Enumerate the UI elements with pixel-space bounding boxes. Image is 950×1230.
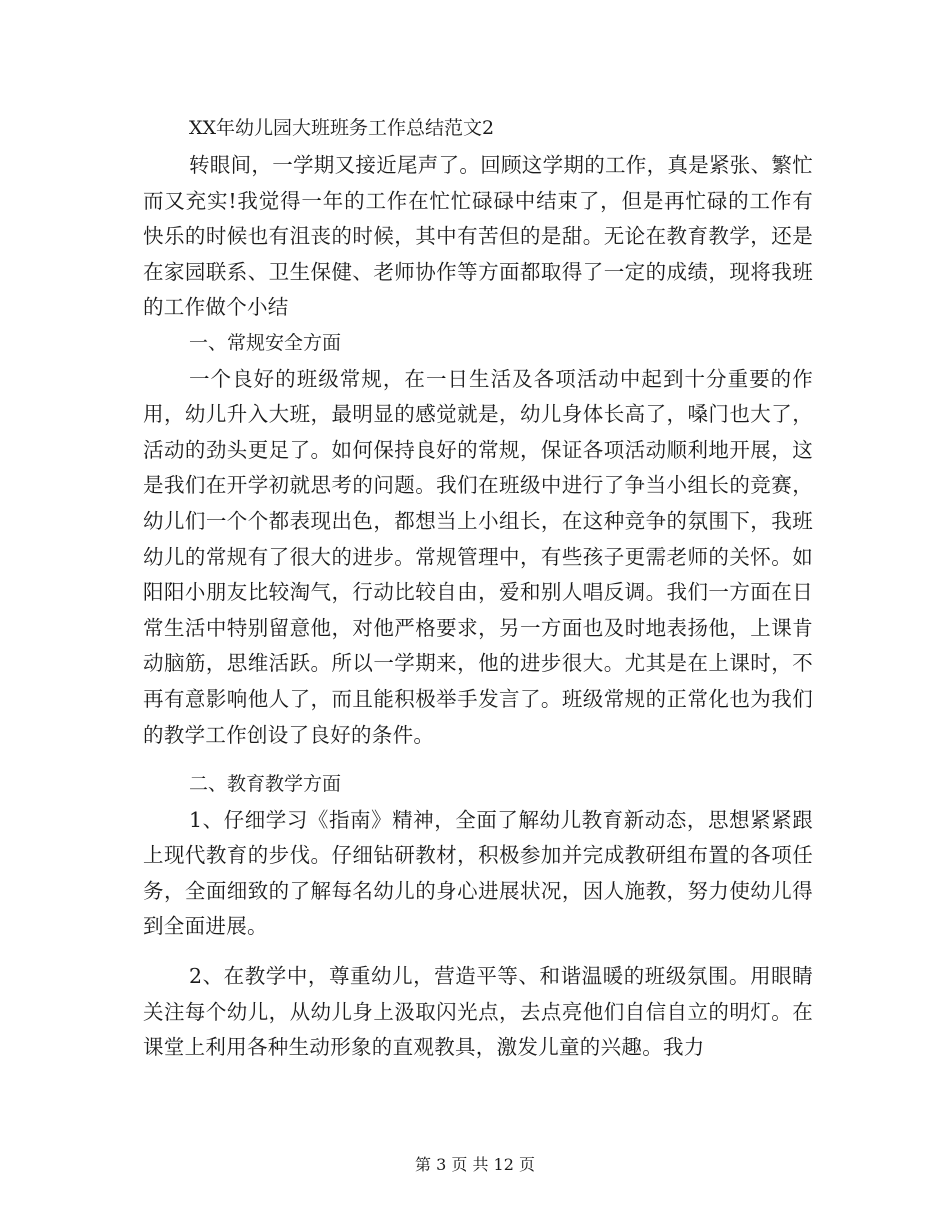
routine-safety-paragraph: 一个良好的班级常规，在一日生活及各项活动中起到十分重要的作用，幼儿升入大班，最明显的感觉就是，幼儿身体长高了，嗓门也大了，活动的劲头更足了。如何保持良好的常规，保证各项活动顺利地开展，这是我们在开学初就思考的问题。我们在班级中进行了争当小组长的竞赛，幼儿们一个个都表现出色，都想当上小组长，在这种竞争的氛围下，我班幼儿的常规有了很大的进步。常规管理中，有些孩子更需老师的关怀。如阳阳小朋友比较淘气，行动比较自由，爱和别人唱反调。我们一方面在日常生活中特别留意他，对他严格要求，另一方面也及时地表扬他，上课肯动脑筋，思维活跃。所以一学期来，他的进步很大。尤其是在上课时，不再有意影响他人了，而且能积极举手发言了。班级常规的正常化也为我们的教学工作创设了良好的条件。 [143, 366, 813, 747]
document-title: XX年幼儿园大班班务工作总结范文2 [189, 117, 495, 139]
section-heading-education-teaching: 二、教育教学方面 [189, 773, 342, 796]
section-heading-routine-safety: 一、常规安全方面 [189, 331, 342, 354]
education-item-2-paragraph: 2、在教学中，尊重幼儿，营造平等、和谐温暖的班级氛围。用眼睛关注每个幼儿，从幼儿身上汲取闪光点，去点亮他们自信自立的明灯。在课堂上利用各种生动形象的直观教具，激发儿童的兴趣。我力 [143, 964, 813, 1060]
page-number-footer: 第 3 页 共 12 页 [415, 1155, 535, 1174]
document-body [143, 112, 813, 1066]
intro-paragraph: 转眼间，一学期又接近尾声了。回顾这学期的工作，真是紧张、繁忙而又充实!我觉得一年的工作在忙忙碌碌中结束了，但是再忙碌的工作有快乐的时候也有沮丧的时候，其中有苦但的是甜。无论在教育教学，还是在家园联系、卫生保健、老师协作等方面都取得了一定的成绩，现将我班的工作做个小结 [143, 153, 813, 320]
education-item-1-paragraph: 1、仔细学习《指南》精神，全面了解幼儿教育新动态，思想紧紧跟上现代教育的步伐。仔细钻研教材，积极参加并完成教研组布置的各项任务，全面细致的了解每名幼儿的身心进展状况，因人施教，努力使幼儿得到全面进展。 [143, 807, 813, 939]
